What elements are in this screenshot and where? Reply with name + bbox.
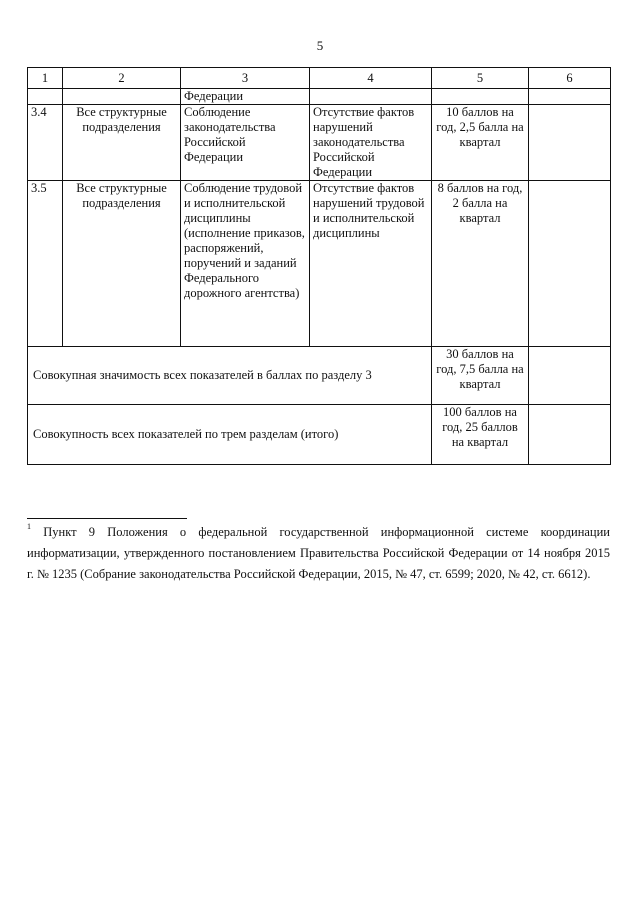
summary-row <box>28 347 611 405</box>
header-cell: 4 <box>310 68 432 89</box>
summary-row <box>28 405 611 465</box>
footnote-marker: 1 <box>27 522 31 531</box>
header-row <box>28 68 611 89</box>
row-units: Все структурные подразделения <box>63 105 181 181</box>
row-number: 3.5 <box>28 181 63 347</box>
header-cell: 3 <box>181 68 310 89</box>
row-indicator: Соблюдение законодательства Российской Федерации <box>181 105 310 181</box>
row-criterion: Отсутствие фактов нарушений законодательства Российской Федерации <box>310 105 432 181</box>
row-score: 10 баллов на год, 2,5 балла на квартал <box>432 105 529 181</box>
footnote-text: Пункт 9 Положения о федеральной государственной информационной системе координации информатизации, утвержденного постановлением Правительства Российской Федерации от 14 ноября 2015 г. № 1235 (Собрание законодательства Российской Федерации, 2015, № 47, ст. 6599; 2020, № 42, ст. 6612). <box>27 525 610 581</box>
indicators-table <box>27 67 611 465</box>
header-cell: 6 <box>529 68 611 89</box>
total-label: Совокупность всех показателей по трем разделам (итого) <box>28 405 432 465</box>
footnote <box>27 522 610 585</box>
row-note <box>529 181 611 347</box>
header-cell: 1 <box>28 68 63 89</box>
header-cell: 2 <box>63 68 181 89</box>
row-indicator: Соблюдение трудовой и исполнительской дисциплины (исполнение приказов, распоряжений, поручений и заданий Федерального дорожного агентства) <box>181 181 310 347</box>
summary-label: Совокупная значимость всех показателей в баллах по разделу 3 <box>28 347 432 405</box>
row-number: 3.4 <box>28 105 63 181</box>
row-criterion: Отсутствие фактов нарушений трудовой и исполнительской дисциплины <box>310 181 432 347</box>
footnote-divider <box>27 518 187 519</box>
continuation-row <box>28 89 611 105</box>
summary-score: 30 баллов на год, 7,5 балла на квартал <box>432 347 529 405</box>
total-score: 100 баллов на год, 25 баллов на квартал <box>432 405 529 465</box>
table-row <box>28 181 611 347</box>
row-score: 8 баллов на год, 2 балла на квартал <box>432 181 529 347</box>
page-number: 5 <box>316 38 324 53</box>
header-cell: 5 <box>432 68 529 89</box>
continuation-cell: Федерации <box>181 89 310 105</box>
row-units: Все структурные подразделения <box>63 181 181 347</box>
table-row <box>28 105 611 181</box>
row-note <box>529 105 611 181</box>
